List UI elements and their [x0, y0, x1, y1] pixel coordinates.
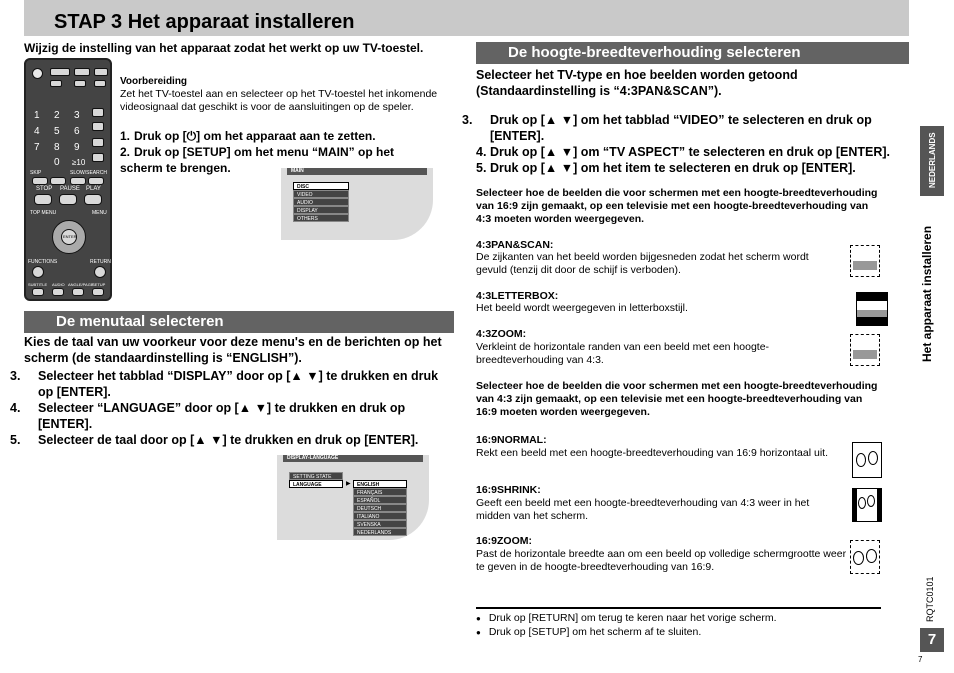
step-number: 1. — [120, 129, 131, 143]
aspect-intro: Selecteer het TV-type en hoe beelden worden getoond (Standaardinstelling is “4:3PAN&SCAN”). — [476, 68, 798, 98]
landscape-image-icon — [857, 301, 887, 317]
menu-header: MAIN — [287, 168, 427, 175]
zoom-16-9-tv-icon — [850, 540, 880, 574]
rewind-icon — [70, 177, 86, 185]
option-text-4-3-zoom: Verkleint de horizontale randen van een beeld met een hoogte-breedteverhouding van 4:3. — [476, 341, 770, 366]
digit-3: 3 — [74, 110, 80, 121]
step-text: Druk op [▲ ▼] om “TV ASPECT” te selecteren en druk op [ENTER]. — [490, 145, 891, 159]
small-page-number: 7 — [918, 655, 923, 664]
menu-item-audio: AUDIO — [293, 198, 349, 206]
skip-forward-icon — [50, 177, 66, 185]
pause-label: PAUSE — [60, 186, 80, 192]
remote-key-icon — [92, 138, 104, 147]
intro-text: Wijzig de instelling van het apparaat zodat het werkt op uw TV-toestel. — [24, 41, 424, 55]
menu-item-disc: DISC — [293, 182, 349, 190]
step-number: 5. — [476, 161, 487, 175]
menu-header: DISPLAY-LANGUAGE — [283, 455, 423, 462]
arrow-right-icon: ▶ — [346, 481, 351, 487]
section-aspect-header: De hoogte-breedteverhouding selecteren — [476, 42, 909, 64]
option-text-16-9-normal: Rekt een beeld met een hoogte-breedteverhouding van 16:9 horizontaal uit. — [476, 447, 828, 459]
landscape-image-icon — [853, 252, 877, 270]
prep-step-1 — [120, 128, 450, 144]
menu-label: MENU — [92, 210, 107, 216]
digit-0: 0 — [54, 157, 60, 168]
title-bar — [24, 0, 909, 36]
audio-button-icon — [52, 288, 64, 296]
menu-item-language: LANGUAGE — [289, 480, 343, 488]
functions-button-icon — [32, 266, 44, 278]
slow-search-label: SLOW/SEARCH — [70, 170, 107, 176]
remote-key-icon — [94, 68, 108, 76]
aspect-step-3 — [462, 112, 881, 144]
language-option-espanol: ESPAÑOL — [353, 496, 407, 504]
option-title-16-9-zoom: 16:9ZOOM: — [476, 535, 533, 547]
document-code: RQTC0101 — [925, 576, 935, 622]
group-16-9-intro: Selecteer hoe de beelden die voor schermen met een hoogte-breedteverhouding van 16:9 zijn gemaakt, op een televisie met een hoogte-breedteverhouding van 4:3 moeten worden weergegeven. — [476, 187, 878, 225]
zoom-tv-icon — [850, 334, 880, 366]
remote-key-icon — [94, 80, 106, 87]
play-label: PLAY — [86, 186, 101, 192]
stop-label: STOP — [36, 186, 53, 192]
language-option-nederlands: NEDERLANDS — [353, 528, 407, 536]
face-image-icon — [868, 451, 878, 465]
option-title-4-3-zoom: 4:3ZOOM: — [476, 328, 527, 340]
digit-9: 9 — [74, 142, 80, 153]
angle-page-label: ANGLE/PAGE — [68, 282, 94, 287]
setup-label: SETUP — [92, 282, 106, 287]
normal-tv-icon — [852, 442, 882, 478]
shrink-tv-icon — [852, 488, 882, 522]
step-text: Druk op [▲ ▼] om het tabblad “VIDEO” te selecteren en druk op [ENTER]. — [490, 113, 872, 143]
digit-5: 5 — [54, 126, 60, 137]
step-text: Selecteer “LANGUAGE” door op [▲ ▼] te drukken en druk op [ENTER]. — [38, 401, 406, 431]
note-return: ● Druk op [RETURN] om terug te keren naar het vorige scherm. — [476, 611, 777, 626]
face-image-icon — [853, 551, 864, 565]
language-option-deutsch: DEUTSCH — [353, 504, 407, 512]
option-text-4-3-pan-scan: De zijkanten van het beeld worden bijgesneden zodat het scherm wordt gevuld (tenzij dit door de schijf is verboden). — [476, 251, 809, 276]
aspect-step-4 — [476, 144, 896, 160]
pan-scan-tv-icon — [850, 245, 880, 277]
return-label: RETURN — [90, 259, 111, 265]
option-text-4-3-letterbox: Het beeld wordt weergegeven in letterboxstijl. — [476, 302, 688, 314]
menutaal-step-5 — [10, 432, 454, 448]
enter-label: ENTER — [63, 234, 77, 239]
step-number: 3. — [462, 113, 473, 127]
angle-button-icon — [72, 288, 84, 296]
divider — [476, 607, 881, 609]
language-option-svenska: SVENSKA — [353, 520, 407, 528]
menutaal-intro: Kies de taal van uw voorkeur voor deze menu's en de berichten op het scherm (de standaardinstelling is “ENGLISH”). — [24, 335, 442, 365]
play-icon — [84, 194, 102, 205]
section-menutaal-header: De menutaal selecteren — [24, 311, 454, 333]
functions-label: FUNCTIONS — [28, 259, 58, 265]
remote-key-icon — [74, 80, 86, 87]
pause-icon — [59, 194, 77, 205]
face-image-icon — [858, 497, 866, 509]
letterbox-tv-icon — [856, 292, 888, 326]
return-button-icon — [94, 266, 106, 278]
step-text: Druk op [▲ ▼] om het item te selecteren en druk op [ENTER]. — [490, 161, 856, 175]
prep-heading: Voorbereiding — [120, 76, 188, 87]
step-number: 4. — [476, 145, 487, 159]
remote-key-icon — [92, 153, 104, 162]
skip-label: SKIP — [30, 170, 42, 176]
face-image-icon — [867, 495, 875, 507]
language-tab-label: NEDERLANDS — [928, 132, 937, 188]
main-menu-screenshot — [281, 168, 433, 240]
menu-item-setting-state: SETTING STATE — [289, 472, 343, 480]
digit-6: 6 — [74, 126, 80, 137]
step-number: 2. — [120, 145, 131, 159]
language-menu-screenshot — [277, 455, 429, 540]
option-title-4-3-letterbox: 4:3LETTERBOX: — [476, 290, 559, 302]
group-4-3-intro: Selecteer hoe de beelden die voor schermen met een hoogte-breedteverhouding van 4:3 zijn gemaakt, op een televisie met een hoogte-breedteverhouding van 16:9 moeten worden weergegeven. — [476, 380, 878, 418]
option-title-16-9-normal: 16:9NORMAL: — [476, 434, 547, 446]
remote-key-icon — [50, 68, 70, 76]
step-text: Druk op [SETUP] om het menu “MAIN” op het scherm te brengen. — [120, 145, 394, 175]
menutaal-step-3 — [10, 368, 454, 400]
digit-8: 8 — [54, 142, 60, 153]
page-title: STAP 3 Het apparaat installeren — [54, 11, 355, 33]
option-text-16-9-zoom: Past de horizontale breedte aan om een beeld op volledige schermgrootte weer te geven in de hoogte-breedteverhouding van 16:9. — [476, 548, 847, 573]
step-number: 3. — [10, 369, 21, 383]
step-number: 4. — [10, 401, 21, 415]
remote-key-icon — [92, 108, 104, 117]
language-option-francais: FRANÇAIS — [353, 488, 407, 496]
skip-back-icon — [32, 177, 48, 185]
remote-key-icon — [50, 80, 62, 87]
language-option-italiano: ITALIANO — [353, 512, 407, 520]
top-menu-label: TOP MENU — [30, 210, 57, 216]
setup-button-icon — [92, 288, 104, 296]
landscape-image-icon — [853, 341, 877, 359]
step-text: Druk op [⏻] om het apparaat aan te zetten. — [134, 129, 376, 143]
menu-item-display: DISPLAY — [293, 206, 349, 214]
option-title-4-3-pan-scan: 4:3PAN&SCAN: — [476, 239, 554, 251]
digit-7: 7 — [34, 142, 40, 153]
aspect-step-5 — [476, 160, 896, 176]
face-image-icon — [866, 549, 877, 563]
page-number-box: 7 — [920, 628, 944, 652]
digit-10plus: ≥10 — [72, 158, 86, 167]
subtitle-button-icon — [32, 288, 44, 296]
menutaal-step-4 — [10, 400, 454, 432]
language-tab — [920, 126, 944, 196]
language-option-english: ENGLISH — [353, 480, 407, 488]
digit-4: 4 — [34, 126, 40, 137]
note-setup: ● Druk op [SETUP] om het scherm af te sluiten. — [476, 625, 701, 640]
option-title-16-9-shrink: 16:9SHRINK: — [476, 484, 541, 496]
remote-key-icon — [92, 122, 104, 131]
power-button-icon — [32, 68, 43, 79]
step-text: Selecteer de taal door op [▲ ▼] te drukken en druk op [ENTER]. — [38, 433, 419, 447]
face-image-icon — [856, 453, 866, 467]
subtitle-label: SUBTITLE — [28, 282, 48, 287]
stop-icon — [34, 194, 52, 205]
digit-2: 2 — [54, 110, 60, 121]
remote-key-icon — [74, 68, 90, 76]
step-number: 5. — [10, 433, 21, 447]
menu-item-others: OTHERS — [293, 214, 349, 222]
step-text: Selecteer het tabblad “DISPLAY” door op [▲ ▼] te drukken en druk op [ENTER]. — [38, 369, 439, 399]
option-text-16-9-shrink: Geeft een beeld met een hoogte-breedteverhouding van 4:3 weer in het midden van het scherm. — [476, 497, 810, 522]
menu-item-video: VIDEO — [293, 190, 349, 198]
audio-label: AUDIO — [52, 282, 65, 287]
fast-forward-icon — [88, 177, 104, 185]
sidebar-section-title: Het apparaat installeren — [920, 225, 934, 362]
prep-text: Zet het TV-toestel aan en selecteer op het TV-toestel het inkomende videosignaal dat geschikt is voor de aansluitingen op de speler. — [120, 88, 438, 113]
digit-1: 1 — [34, 110, 40, 121]
remote-control-illustration — [24, 58, 112, 301]
